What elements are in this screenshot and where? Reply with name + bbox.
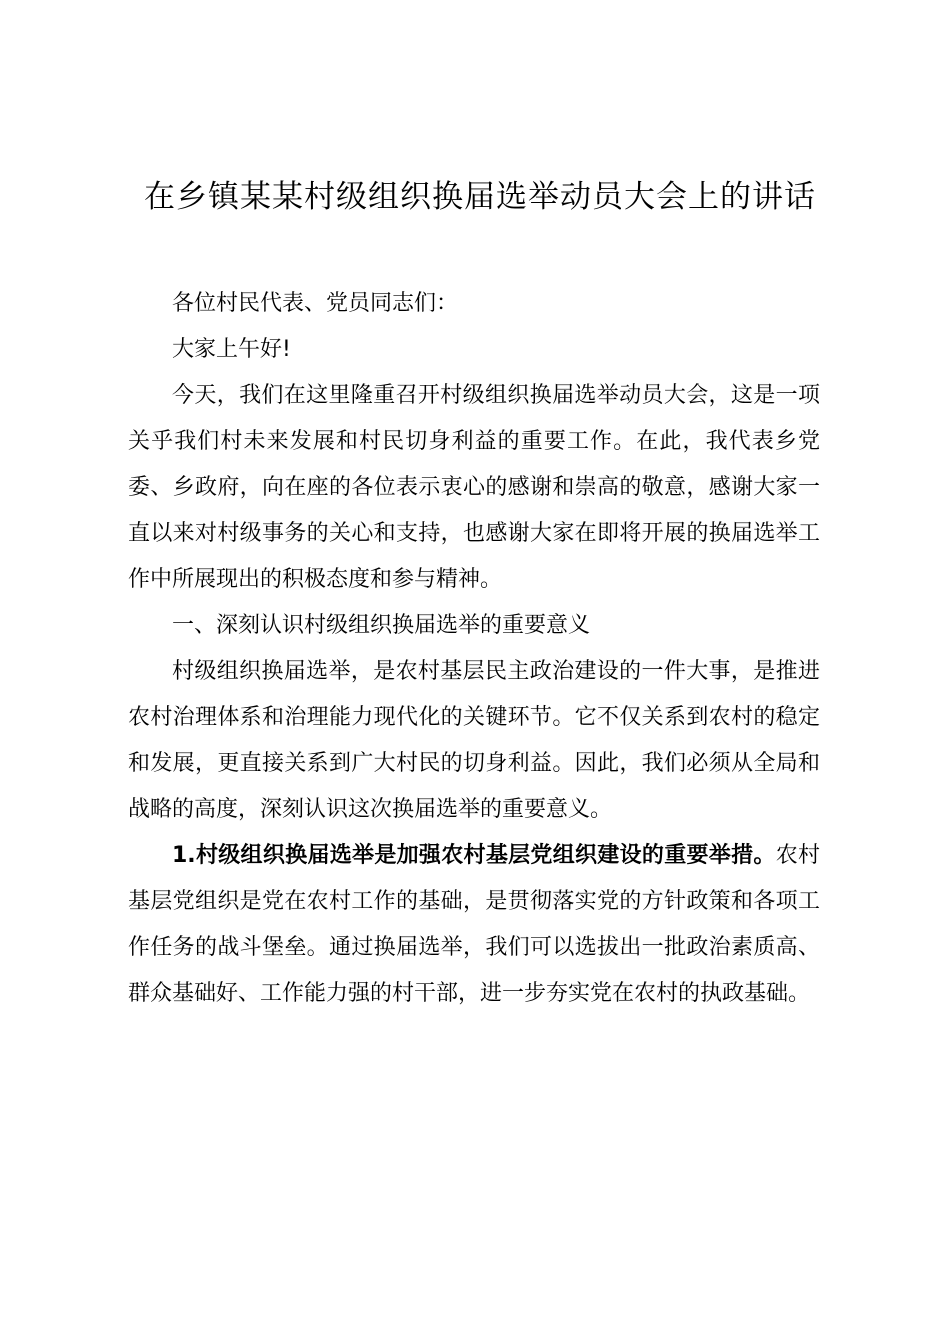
document-title: 在乡镇某某村级组织换届选举动员大会上的讲话	[144, 179, 816, 215]
point-1-text: 农村基层党组织是党在农村工作的基础，是贯彻落实党的方针政策和各项工作任务的战斗堡垒。通过换届选举，我们可以选拔出一批政治素质高、群众基础好、工作能力强的村干部，进一步夯实党在农村的执政基础。	[128, 843, 820, 1006]
greeting: 大家上午好!	[172, 337, 291, 362]
intro-paragraph: 今天，我们在这里隆重召开村级组织换届选举动员大会，这是一项关乎我们村未来发展和村民切身利益的重要工作。在此，我代表乡党委、乡政府，向在座的各位表示衷心的感谢和崇高的敬意，感谢大家一直以来对村级事务的关心和支持，也感谢大家在即将开展的换届选举工作中所展现出的积极态度和参与精神。	[128, 383, 820, 592]
point-1-lead: 1.村级组织换届选举是加强农村基层党组织建设的重要举措。	[172, 843, 776, 868]
section-intro-paragraph: 村级组织换届选举，是农村基层民主政治建设的一件大事，是推进农村治理体系和治理能力现代化的关键环节。它不仅关系到农村的稳定和发展，更直接关系到广大村民的切身利益。因此，我们必须从全局和战略的高度，深刻认识这次换届选举的重要意义。	[128, 659, 820, 822]
point-1-paragraph	[128, 833, 820, 1017]
section-heading: 一、深刻认识村级组织换届选举的重要意义	[172, 613, 591, 638]
document-body	[128, 281, 820, 1017]
salutation: 各位村民代表、党员同志们：	[172, 291, 459, 316]
